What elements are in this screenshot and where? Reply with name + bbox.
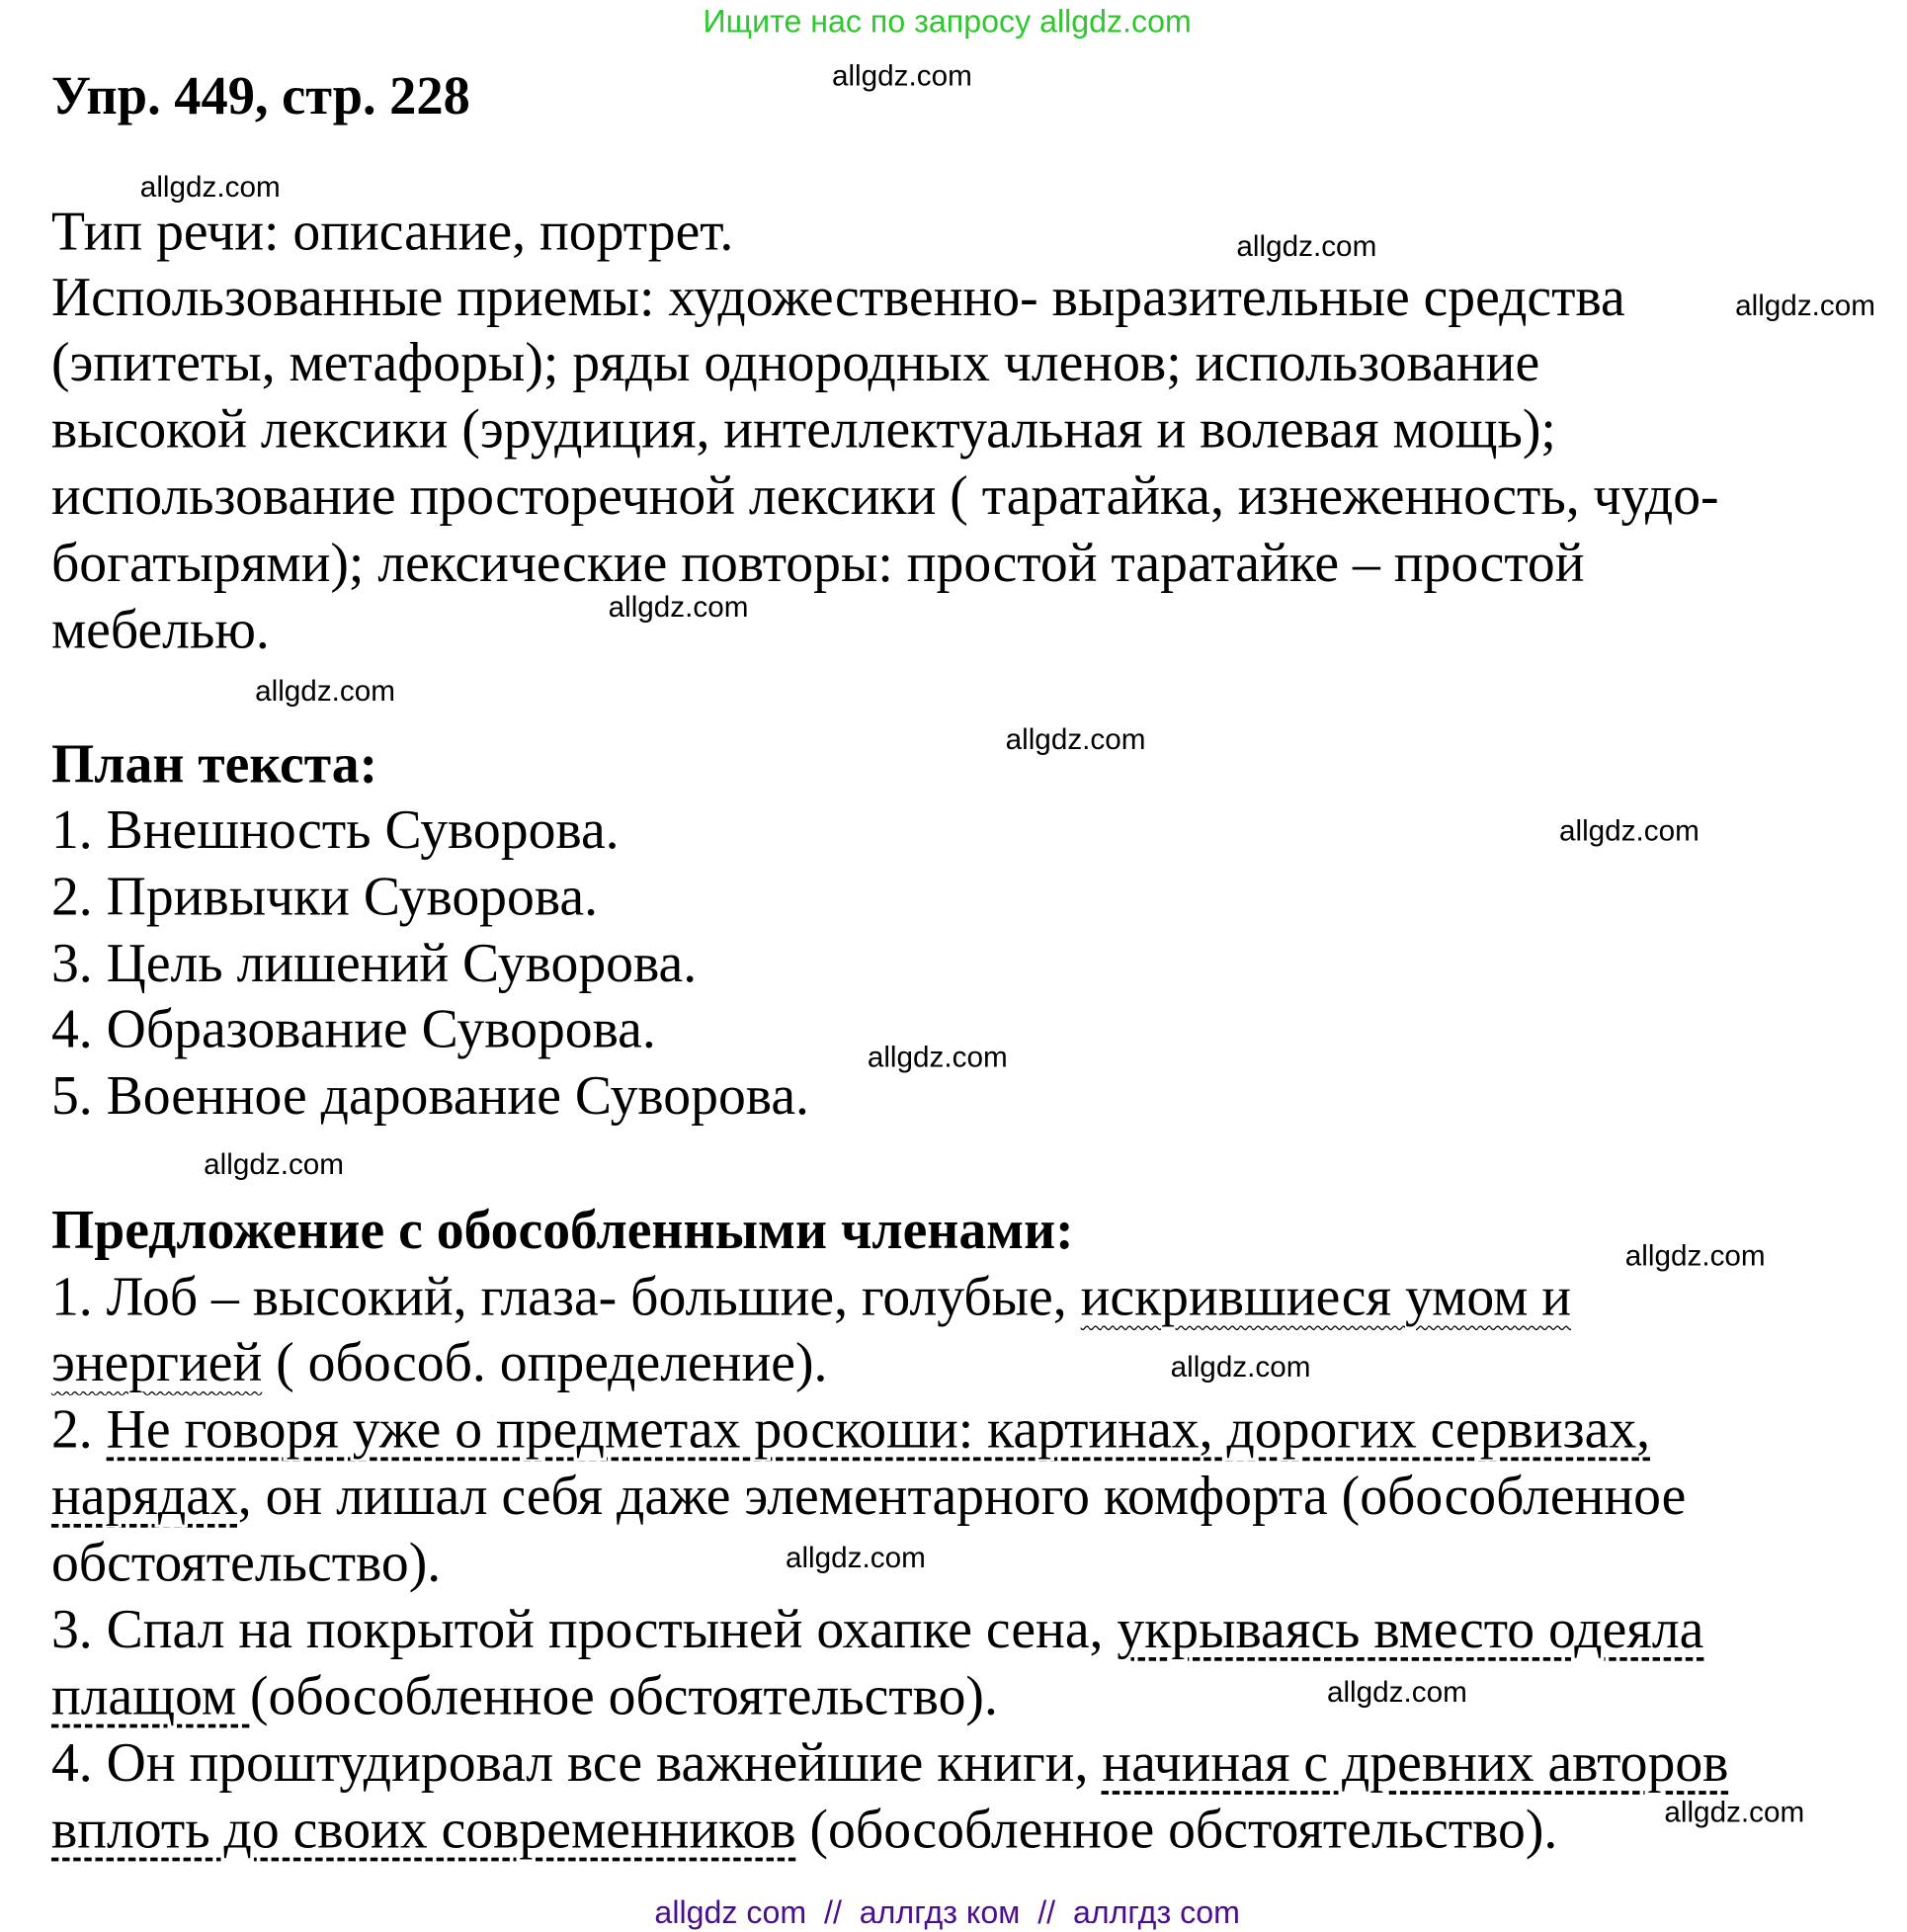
analysis-line: Использованные приемы: художественно- выразительные средства [50,265,1625,328]
analysis-line: использование просторечной лексики ( таратайка, изнеженность, чудо- [50,464,1719,527]
sentence-line [51,1662,998,1729]
sentence-line [51,1729,1729,1797]
text: 1. Лоб – высокий, глаза- большие, голубые, [50,1265,1081,1328]
sentence-line [51,1596,1703,1663]
plan-item: 2. Привычки Суворова. [50,865,599,927]
text: ( обособ. определение). [262,1330,828,1393]
analysis-line: Тип речи: описание, портрет. [50,200,734,263]
underlined-phrase: укрываясь вместо одеяла [1117,1598,1704,1660]
sentence-line [51,1263,1571,1330]
text: (обособленное обстоятельство). [250,1664,998,1727]
analysis-line: богатырями); лексические повторы: простой таратайке – простой [50,531,1585,594]
watermark: allgdz.com [204,1147,345,1182]
plan-item: 3. Цель лишений Суворова. [50,931,698,994]
watermark: allgdz.com [785,1541,926,1575]
sentence-line [51,1796,1557,1863]
underlined-phrase: искрившиеся умом и [1080,1265,1572,1328]
text: 4. Он проштудировал все важнейшие книги, [50,1731,1103,1794]
sentence-line [51,1395,1650,1463]
underlined-phrase: энергией [50,1330,263,1393]
sentences-heading: Предложение с обособленными членами: [50,1199,1074,1261]
search-banner: Ищите нас по запросу allgdz.com [703,2,1192,41]
watermark: allgdz.com [831,59,972,93]
analysis-line: высокой лексики (эрудиция, интеллектуальная и волевая мощь); [50,397,1556,461]
underlined-phrase: вплоть до своих современников [50,1798,796,1861]
watermark: allgdz.com [1005,722,1146,757]
text: 3. Спал на покрытой простыней охапке сена, [50,1598,1118,1660]
analysis-line: мебелью. [50,598,270,660]
underlined-phrase: начиная с древних авторов [1102,1731,1729,1794]
plan-item: 4. Образование Суворова. [50,997,656,1059]
watermark: allgdz.com [867,1041,1008,1074]
text: , он лишал себя даже элементарного комфорта (обособленное [237,1464,1687,1527]
watermark: allgdz.com [1236,229,1377,264]
analysis-line: (эпитеты, метафоры); ряды однородных членов; использование [50,331,1540,393]
watermark: allgdz.com [1170,1350,1311,1385]
watermark: allgdz.com [608,590,749,625]
sentence-line [51,1462,1686,1529]
underlined-phrase: Не говоря уже о предметах роскоши: картинах, дорогих сервизах, [106,1397,1651,1460]
watermark: allgdz.com [1624,1239,1766,1274]
footer-links: allgdz com // аллгдз ком // аллгдз com [654,1892,1240,1931]
plan-item: 5. Военное дарование Суворова. [50,1063,809,1127]
plan-heading: План текста: [50,732,378,796]
plan-item: 1. Внешность Суворова. [50,798,620,861]
sentence-line [51,1328,827,1395]
watermark: allgdz.com [255,674,395,709]
page-title: Упр. 449, стр. 228 [50,65,470,126]
text: 2. [50,1397,107,1460]
sentence-line: обстоятельство). [50,1531,442,1594]
watermark: allgdz.com [139,170,281,205]
watermark: allgdz.com [1664,1796,1805,1829]
watermark: allgdz.com [1558,814,1700,848]
text: (обособленное обстоятельство). [795,1798,1558,1861]
underlined-phrase: нарядах [50,1464,238,1527]
watermark: allgdz.com [1326,1675,1467,1710]
watermark: allgdz.com [1735,289,1876,323]
underlined-phrase: плащом [50,1664,251,1727]
